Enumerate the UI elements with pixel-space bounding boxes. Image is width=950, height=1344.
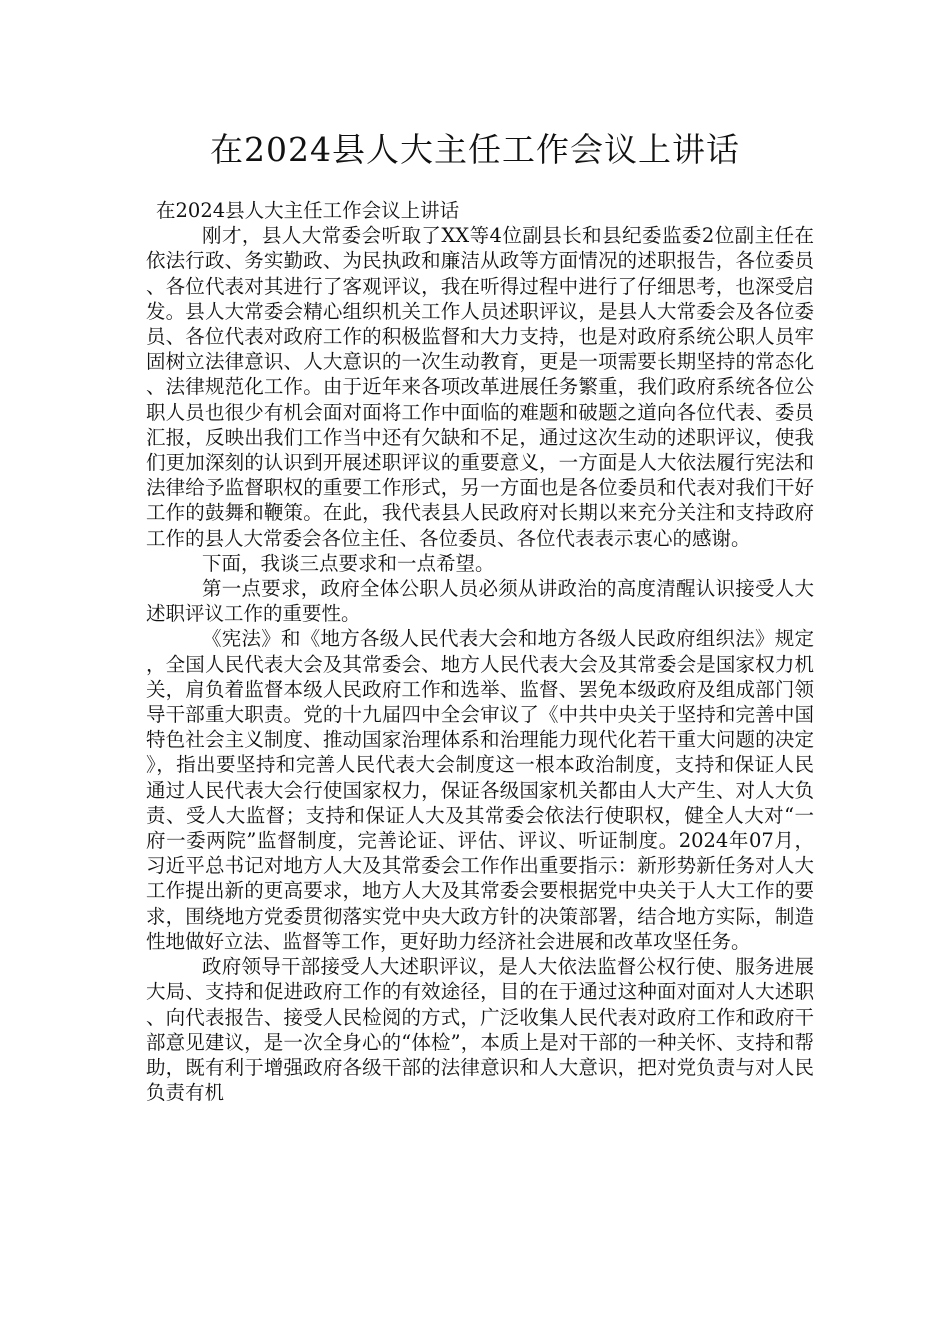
paragraph: 刚才，县人大常委会听取了XX等4位副县长和县纪委监委2位副主任在依法行政、务实勤政、为民执政和廉洁从政等方面情况的述职报告，各位委员、各位代表对其进行了客观评议，我在听得过程中进行了仔细思考，也深受启发。县人大常委会精心组织机关工作人员述职评议，是县人大常委会及各位委员、各位代表对政府工作的积极监督和大力支持，也是对政府系统公职人员牢固树立法律意识、人大意识的一次生动教育，更是一项需要长期坚持的常态化、法律规范化工作。由于近年来各项改革进展任务繁重，我们政府系统各位公职人员也很少有机会面对面将工作中面临的难题和破题之道向各位代表、委员汇报，反映出我们工作当中还有欠缺和不足，通过这次生动的述职评议，使我们更加深刻的认识到开展述职评议的重要意义，一方面是人大依法履行宪法和法律给予监督职权的重要工作形式，另一方面也是各位委员和代表对我们干好工作的鼓舞和鞭策。在此，我代表县人民政府对长期以来充分关注和支持政府工作的县人大常委会各位主任、各位委员、各位代表表示衷心的感谢。 (146, 224, 814, 550)
paragraph: 政府领导干部接受人大述职评议，是人大依法监督公权行使、服务进展大局、支持和促进政府工作的有效途径，目的在于通过这种面对面对人大述职、向代表报告、接受人民检阅的方式，广泛收集人民代表对政府工作和政府干部意见建议，是一次全身心的“体检”，本质上是对干部的一种关怀、支持和帮助，既有利于增强政府各级干部的法律意识和人大意识，把对党负责与对人民负责有机 (146, 955, 814, 1105)
document-title: 在2024县人大主任工作会议上讲话 (210, 130, 740, 169)
document-body (146, 198, 814, 1105)
paragraph: 第一点要求，政府全体公职人员必须从讲政治的高度清醒认识接受人大述职评议工作的重要性。 (146, 577, 814, 626)
paragraph: 《宪法》和《地方各级人民代表大会和地方各级人民政府组织法》规定，全国人民代表大会及其常委会、地方人民代表大会及其常委会是国家权力机关，肩负着监督本级人民政府工作和选举、监督、罢免本级政府及组成部门领导干部重大职责。党的十九届四中全会审议了《中共中央关于坚持和完善中国特色社会主义制度、推动国家治理体系和治理能力现代化若干重大问题的决定》，指出要坚持和完善人民代表大会制度这一根本政治制度，支持和保证人民通过人民代表大会行使国家权力，保证各级国家机关都由人大产生、对人大负责、受人大监督；支持和保证人大及其常委会依法行使职权，健全人大对“一府一委两院”监督制度，完善论证、评估、评议、听证制度。2024年07月，习近平总书记对地方人大及其常委会工作作出重要指示：新形势新任务对人大工作提出新的更高要求，地方人大及其常委会要根据党中央关于人大工作的要求，围绕地方党委贯彻落实党中央大政方针的决策部署，结合地方实际，制造性地做好立法、监督等工作，更好助力经济社会进展和改革攻坚任务。 (146, 627, 814, 953)
document-subtitle: 在2024县人大主任工作会议上讲话 (156, 199, 460, 222)
paragraph: 下面，我谈三点要求和一点希望。 (202, 551, 495, 575)
